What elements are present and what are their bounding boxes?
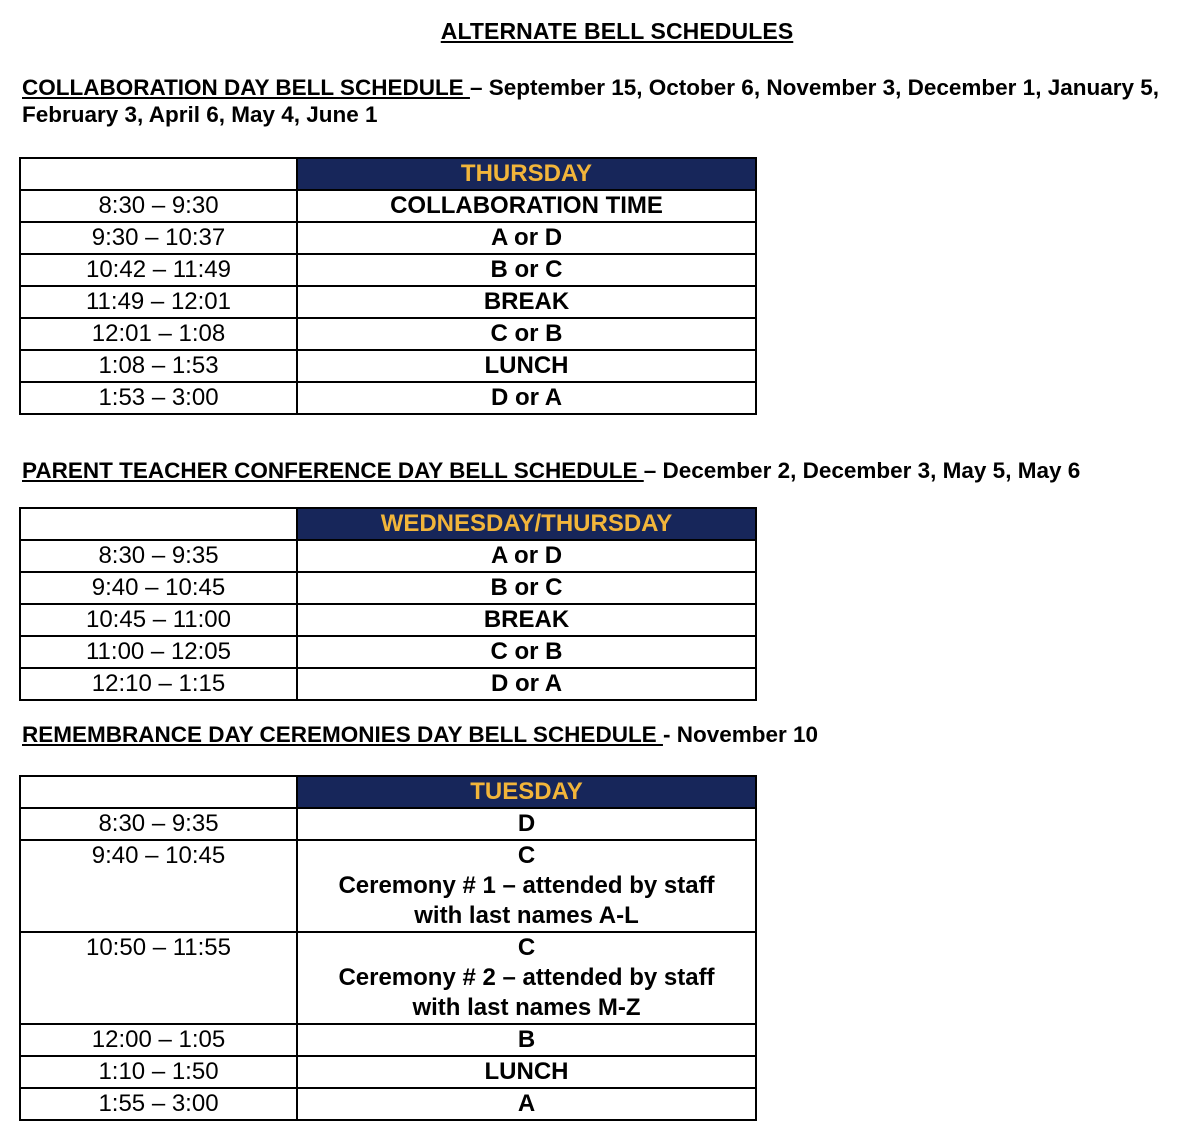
table-row — [20, 668, 756, 700]
table-row — [20, 932, 756, 1024]
remembrance-heading-title: REMEMBRANCE DAY CEREMONIES DAY BELL SCHEDULE — [22, 722, 663, 747]
time-cell: 9:40 – 10:45 — [20, 572, 297, 604]
activity-cell: C or B — [297, 636, 756, 668]
activity-cell: D or A — [297, 382, 756, 414]
time-cell: 8:30 – 9:35 — [20, 808, 297, 840]
header-corner-cell — [20, 508, 297, 540]
time-cell: 10:42 – 11:49 — [20, 254, 297, 286]
ceremony-note: Ceremony # 1 – attended by staff — [338, 872, 715, 899]
remembrance-heading — [22, 721, 1192, 748]
conference-heading-title: PARENT TEACHER CONFERENCE DAY BELL SCHEDULE — [22, 458, 644, 483]
conference-schedule-table — [19, 507, 757, 701]
remembrance-heading-dates: - November 10 — [662, 722, 819, 747]
table-row — [20, 636, 756, 668]
activity-cell: BREAK — [297, 604, 756, 636]
activity-cell: B or C — [297, 254, 756, 286]
activity-cell — [297, 840, 756, 932]
table-header-row — [20, 508, 756, 540]
table-row — [20, 840, 756, 932]
day-header: WEDNESDAY/THURSDAY — [297, 508, 756, 540]
collaboration-heading-title: COLLABORATION DAY BELL SCHEDULE — [22, 75, 470, 100]
day-header: TUESDAY — [297, 776, 756, 808]
activity-cell: A — [297, 1088, 756, 1120]
collaboration-heading — [22, 74, 1192, 128]
table-row — [20, 1056, 756, 1088]
header-corner-cell — [20, 158, 297, 190]
time-cell: 12:10 – 1:15 — [20, 668, 297, 700]
remembrance-schedule-table — [19, 775, 757, 1121]
activity-period: C — [517, 934, 536, 961]
table-header-row — [20, 776, 756, 808]
activity-cell: LUNCH — [297, 350, 756, 382]
time-cell: 1:55 – 3:00 — [20, 1088, 297, 1120]
table-row — [20, 222, 756, 254]
ceremony-note: with last names A-L — [414, 902, 639, 929]
table-row — [20, 808, 756, 840]
activity-cell: B or C — [297, 572, 756, 604]
table-row — [20, 604, 756, 636]
table-row — [20, 350, 756, 382]
time-cell: 8:30 – 9:30 — [20, 190, 297, 222]
time-cell: 1:53 – 3:00 — [20, 382, 297, 414]
header-corner-cell — [20, 776, 297, 808]
time-cell: 11:49 – 12:01 — [20, 286, 297, 318]
activity-cell: D or A — [297, 668, 756, 700]
ceremony-note: with last names M-Z — [412, 994, 641, 1021]
activity-cell: BREAK — [297, 286, 756, 318]
time-cell: 12:01 – 1:08 — [20, 318, 297, 350]
time-cell: 11:00 – 12:05 — [20, 636, 297, 668]
activity-cell: C or B — [297, 318, 756, 350]
activity-cell: A or D — [297, 222, 756, 254]
activity-cell: LUNCH — [297, 1056, 756, 1088]
table-row — [20, 572, 756, 604]
activity-cell: D — [297, 808, 756, 840]
time-cell: 8:30 – 9:35 — [20, 540, 297, 572]
activity-cell — [297, 932, 756, 1024]
time-cell: 12:00 – 1:05 — [20, 1024, 297, 1056]
table-row — [20, 1088, 756, 1120]
activity-cell: A or D — [297, 540, 756, 572]
activity-period: C — [517, 842, 536, 869]
activity-cell: COLLABORATION TIME — [297, 190, 756, 222]
table-row — [20, 254, 756, 286]
conference-heading-dates: – December 2, December 3, May 5, May 6 — [643, 458, 1081, 483]
table-row — [20, 286, 756, 318]
page-title: ALTERNATE BELL SCHEDULES — [440, 18, 794, 44]
table-row — [20, 318, 756, 350]
time-cell: 1:10 – 1:50 — [20, 1056, 297, 1088]
table-row — [20, 190, 756, 222]
collaboration-heading-dates: – September 15, October 6, November 3, December 1, January 5, February 3, April 6, May 4, June 1 — [22, 75, 1160, 127]
time-cell: 9:30 – 10:37 — [20, 222, 297, 254]
table-row — [20, 382, 756, 414]
collaboration-schedule-table — [19, 157, 757, 415]
activity-cell: B — [297, 1024, 756, 1056]
table-header-row — [20, 158, 756, 190]
table-row — [20, 1024, 756, 1056]
time-cell: 9:40 – 10:45 — [20, 840, 297, 932]
day-header: THURSDAY — [297, 158, 756, 190]
table-row — [20, 540, 756, 572]
ceremony-note: Ceremony # 2 – attended by staff — [338, 964, 715, 991]
conference-heading — [22, 457, 1192, 484]
time-cell: 1:08 – 1:53 — [20, 350, 297, 382]
time-cell: 10:45 – 11:00 — [20, 604, 297, 636]
time-cell: 10:50 – 11:55 — [20, 932, 297, 1024]
